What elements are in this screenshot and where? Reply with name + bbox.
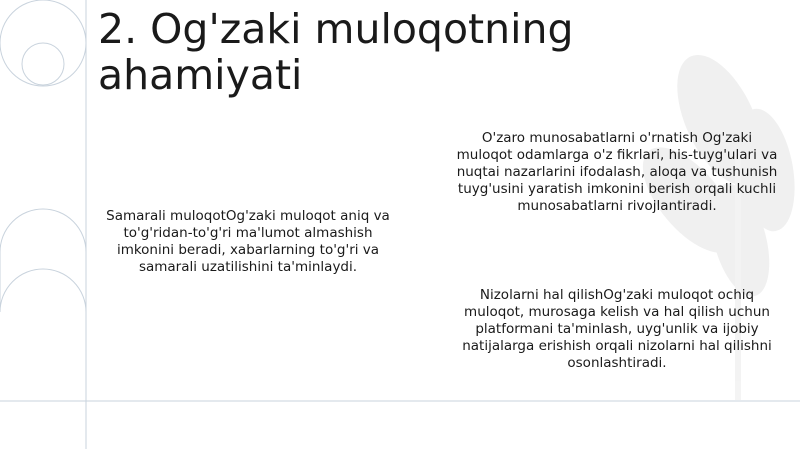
- text-block-relationships: O'zaro munosabatlarni o'rnatish Og'zaki muloqot odamlarga o'z fikrlari, his-tuyg'ulari va nuqtai nazarlarini ifodalash, aloqa va tushunish tuyg'usini yaratish imkonini berish orqali kuchli munosabatlarni rivojlantiradi.: [456, 130, 778, 214]
- slide-title: 2. Og'zaki muloqotning ahamiyati: [98, 5, 574, 99]
- deco-arch-upper: [0, 209, 86, 252]
- text-block-conflict-resolution: Nizolarni hal qilishOg'zaki muloqot ochiq muloqot, murosaga kelish va hal qilish uchun platformani ta'minlash, uyg'unlik va ijobiy natijalarga erishish orqali nizolarni hal qilishni osonlashtiradi.: [462, 287, 772, 371]
- text-block-effective-communication: Samarali muloqotOg'zaki muloqot aniq va to'g'ridan-to'g'ri ma'lumot almashish imkonini beradi, xabarlarning to'g'ri va samarali uzatilishini ta'minlaydi.: [106, 208, 390, 275]
- deco-arch-lower: [0, 269, 86, 312]
- deco-circle-small: [22, 43, 64, 85]
